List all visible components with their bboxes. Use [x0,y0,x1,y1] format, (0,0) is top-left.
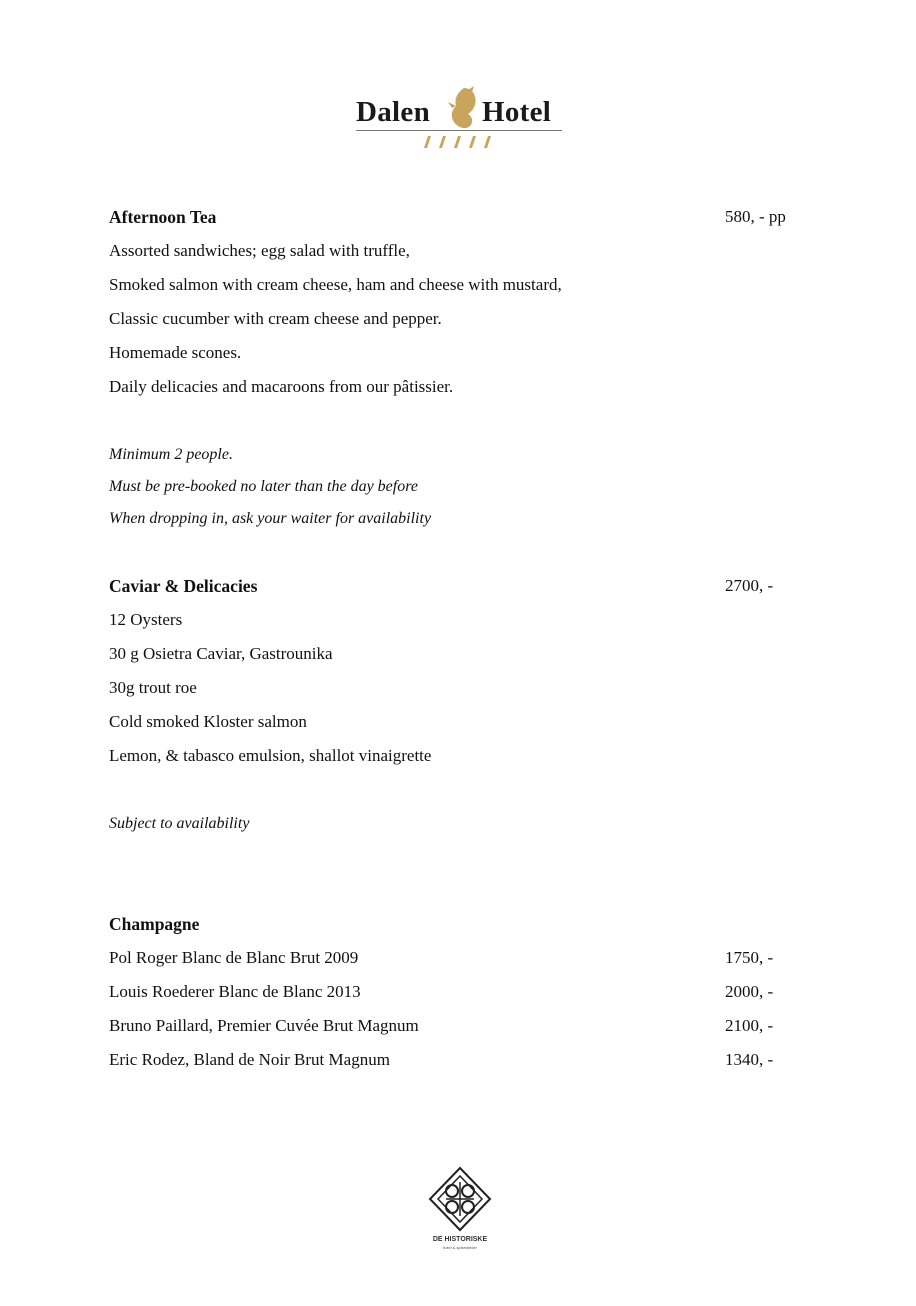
caviar-price: 2700, - [725,576,774,595]
menu-item: Lemon, & tabasco emulsion, shallot vinaigrette [109,746,432,765]
menu-item: Smoked salmon with cream cheese, ham and cheese with mustard, [109,275,562,294]
afternoon-tea-note: Must be pre-booked no later than the day before [109,478,418,495]
logo-word-dalen: Dalen [356,96,430,128]
footer-logo-subtext: hotel & spisesteder [442,1245,478,1250]
menu-item: 30 g Osietra Caviar, Gastrounika [109,644,333,663]
afternoon-tea-note: Minimum 2 people. [109,446,233,463]
ornament-diamond-icon [424,1166,496,1232]
footer-logo-text: DE HISTORISKE [432,1236,488,1243]
menu-item: 12 Oysters [109,610,183,629]
menu-item: Homemade scones. [109,343,242,362]
wine-name: Eric Rodez, Bland de Noir Brut Magnum [109,1050,390,1069]
wine-name: Pol Roger Blanc de Blanc Brut 2009 [109,948,359,967]
menu-item: Daily delicacies and macaroons from our pâtissier. [109,377,454,396]
dragon-emblem-icon [444,86,484,134]
five-stars-icon [422,134,500,150]
champagne-title: Champagne [109,914,200,934]
de-historiske-logo [424,1166,496,1256]
wine-price: 2000, - [725,982,774,1001]
menu-item: Classic cucumber with cream cheese and pepper. [109,309,442,328]
afternoon-tea-price: 580, - pp [725,207,786,226]
afternoon-tea-title: Afternoon Tea [109,207,217,227]
menu-item: Cold smoked Kloster salmon [109,712,307,731]
menu-item: 30g trout roe [109,678,197,697]
logo-rule [356,130,562,131]
caviar-note: Subject to availability [109,815,250,832]
dalen-hotel-logo [352,86,566,154]
wine-price: 2100, - [725,1016,774,1035]
menu-item: Assorted sandwiches; egg salad with truffle, [109,241,410,260]
wine-name: Louis Roederer Blanc de Blanc 2013 [109,982,361,1001]
logo-word-hotel: Hotel [482,96,552,128]
caviar-title: Caviar & Delicacies [109,576,258,596]
wine-name: Bruno Paillard, Premier Cuvée Brut Magnum [109,1016,419,1035]
wine-price: 1340, - [725,1050,774,1069]
wine-price: 1750, - [725,948,774,967]
afternoon-tea-note: When dropping in, ask your waiter for availability [109,510,432,527]
